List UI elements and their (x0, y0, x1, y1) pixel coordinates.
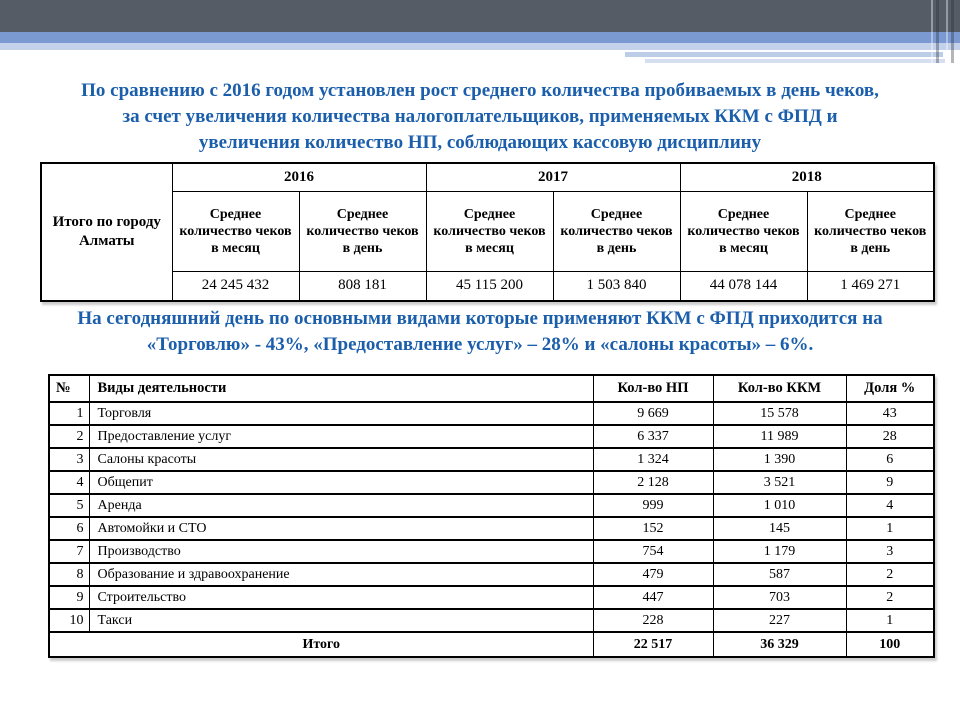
row-share: 28 (846, 425, 934, 448)
value-2018-day: 1 469 271 (807, 271, 934, 301)
row-activity: Автомойки и СТО (89, 517, 593, 540)
value-2017-day: 1 503 840 (553, 271, 680, 301)
row-np: 2 128 (593, 471, 713, 494)
title-line-1: По сравнению с 2016 годом установлен рост среднего количества пробиваемых в день чеков, (81, 80, 879, 101)
subheader-2016-month: Среднее количество чеков в месяц (172, 191, 299, 271)
total-label: Итого (49, 632, 593, 657)
row-np: 9 669 (593, 402, 713, 425)
row-share: 1 (846, 609, 934, 632)
table-row (49, 586, 934, 609)
subheader-2017-day: Среднее количество чеков в день (553, 191, 680, 271)
row-share: 4 (846, 494, 934, 517)
row-share: 1 (846, 517, 934, 540)
row-kkm: 15 578 (713, 402, 846, 425)
table-header-row (49, 375, 934, 402)
total-kkm: 36 329 (713, 632, 846, 657)
subtitle-line-2: «Торговлю» - 43%, «Предоставление услуг» – 28% и «салоны красоты» – 6%. (146, 334, 814, 355)
row-np: 228 (593, 609, 713, 632)
row-num: 8 (49, 563, 89, 586)
row-activity: Предоставление услуг (89, 425, 593, 448)
header-activity: Виды деятельности (89, 375, 593, 402)
table-row (49, 494, 934, 517)
row-share: 43 (846, 402, 934, 425)
row-kkm: 1 010 (713, 494, 846, 517)
total-share: 100 (846, 632, 934, 657)
year-header-2017: 2017 (426, 163, 680, 191)
row-share: 2 (846, 563, 934, 586)
value-2016-day: 808 181 (299, 271, 426, 301)
row-np: 1 324 (593, 448, 713, 471)
subheader-2018-day: Среднее количество чеков в день (807, 191, 934, 271)
row-np: 754 (593, 540, 713, 563)
value-2016-month: 24 245 432 (172, 271, 299, 301)
header-kkm: Кол-во ККМ (713, 375, 846, 402)
row-share: 3 (846, 540, 934, 563)
table-row (49, 448, 934, 471)
row-np: 479 (593, 563, 713, 586)
table-row (49, 425, 934, 448)
row-activity: Строительство (89, 586, 593, 609)
table-row (49, 609, 934, 632)
row-np: 152 (593, 517, 713, 540)
city-total-label: Итого по городу Алматы (41, 163, 172, 301)
row-kkm: 11 989 (713, 425, 846, 448)
row-kkm: 145 (713, 517, 846, 540)
header-band-light (0, 43, 960, 50)
row-num: 6 (49, 517, 89, 540)
subheader-2018-month: Среднее количество чеков в месяц (680, 191, 807, 271)
row-activity: Салоны красоты (89, 448, 593, 471)
table-row (41, 191, 934, 271)
row-kkm: 1 179 (713, 540, 846, 563)
table-row (49, 471, 934, 494)
row-activity: Общепит (89, 471, 593, 494)
header-accent-bar-1 (625, 52, 943, 57)
table-row (41, 271, 934, 301)
table-row (41, 163, 934, 191)
header-accent-bar-2 (645, 59, 945, 63)
row-activity: Торговля (89, 402, 593, 425)
row-num: 9 (49, 586, 89, 609)
header-corner-stripes (928, 0, 960, 63)
row-kkm: 227 (713, 609, 846, 632)
header-np: Кол-во НП (593, 375, 713, 402)
slide-subtitle (20, 306, 940, 358)
row-np: 447 (593, 586, 713, 609)
row-share: 2 (846, 586, 934, 609)
row-activity: Аренда (89, 494, 593, 517)
row-num: 3 (49, 448, 89, 471)
table-total-row (49, 632, 934, 657)
subtitle-line-1: На сегодняшний день по основными видами которые применяют ККМ с ФПД приходится на (77, 308, 883, 329)
row-activity: Производство (89, 540, 593, 563)
year-header-2016: 2016 (172, 163, 426, 191)
header-share: Доля % (846, 375, 934, 402)
table-row (49, 517, 934, 540)
year-header-2018: 2018 (680, 163, 934, 191)
row-num: 5 (49, 494, 89, 517)
row-activity: Такси (89, 609, 593, 632)
header-band-blue (0, 32, 960, 43)
title-line-2: за счет увеличения количества налогоплательщиков, применяемых ККМ с ФПД и (122, 106, 838, 127)
row-share: 9 (846, 471, 934, 494)
row-kkm: 703 (713, 586, 846, 609)
slide-title (20, 78, 940, 156)
value-2017-month: 45 115 200 (426, 271, 553, 301)
table-row (49, 540, 934, 563)
row-num: 10 (49, 609, 89, 632)
value-2018-month: 44 078 144 (680, 271, 807, 301)
activity-types-table (48, 374, 935, 658)
table-row (49, 563, 934, 586)
row-activity: Образование и здравоохранение (89, 563, 593, 586)
subheader-2017-month: Среднее количество чеков в месяц (426, 191, 553, 271)
row-kkm: 1 390 (713, 448, 846, 471)
row-num: 7 (49, 540, 89, 563)
row-share: 6 (846, 448, 934, 471)
table-row (49, 402, 934, 425)
row-kkm: 3 521 (713, 471, 846, 494)
row-num: 1 (49, 402, 89, 425)
city-totals-table (40, 162, 935, 302)
row-np: 999 (593, 494, 713, 517)
header-num: № (49, 375, 89, 402)
subheader-2016-day: Среднее количество чеков в день (299, 191, 426, 271)
title-line-3: увеличения количество НП, соблюдающих кассовую дисциплину (198, 132, 762, 153)
total-np: 22 517 (593, 632, 713, 657)
row-kkm: 587 (713, 563, 846, 586)
row-num: 2 (49, 425, 89, 448)
row-num: 4 (49, 471, 89, 494)
row-np: 6 337 (593, 425, 713, 448)
header-band-dark (0, 0, 960, 32)
